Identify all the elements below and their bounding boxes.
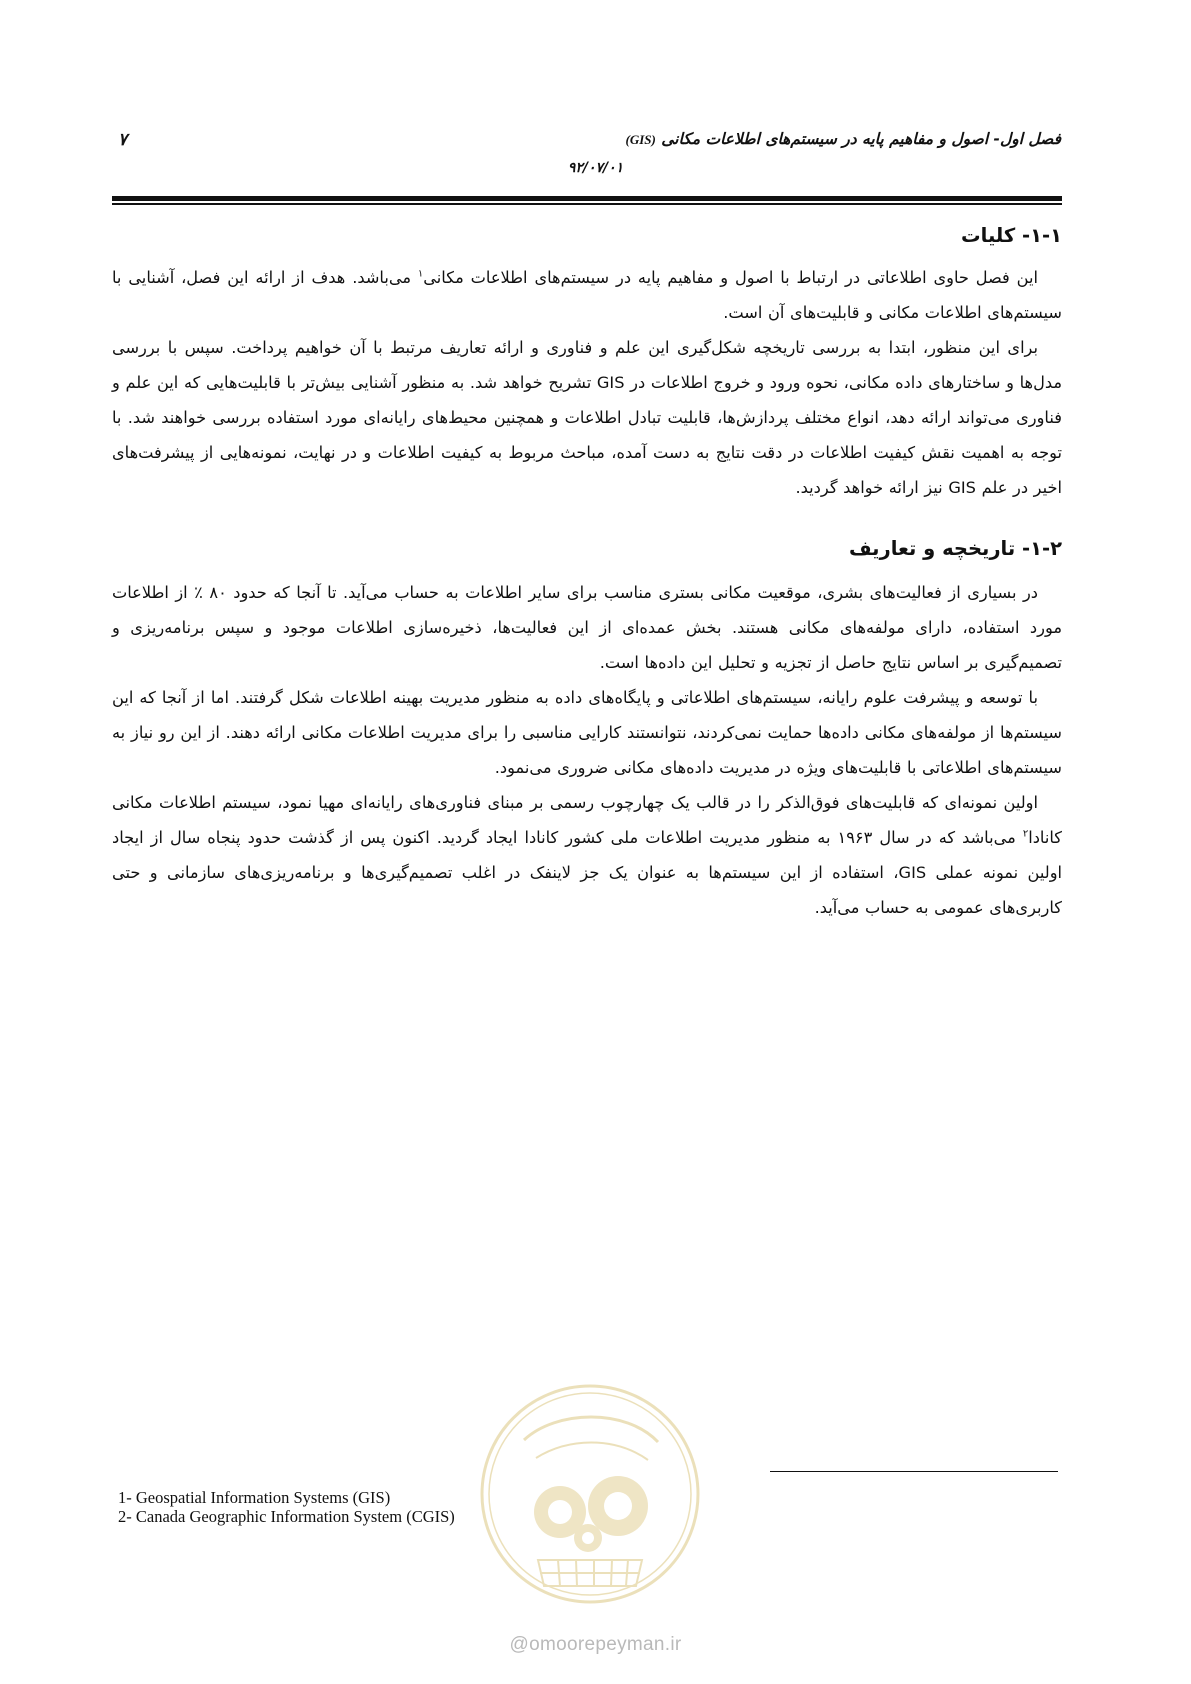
footnote-1: 1- Geospatial Information Systems (GIS): [118, 1488, 391, 1507]
footnote-marker: ۲: [1022, 828, 1029, 840]
header-rule-thick: [112, 196, 1062, 201]
paragraph: با توسعه و پیشرفت علوم رایانه، سیستم‌های اطلاعاتی و پایگاه‌های داده به منظور مدیریت بهینه اطلاعات شکل گرفتند. اما از آنجا که این سیستم‌ها از مولفه‌های مکانی داده‌ها حمایت نمی‌کردند، نتوانستند کارایی مناسبی را برای مدیریت اطلاعات مکانی ارائه دهند. از این رو نیاز به سیستم‌های اطلاعاتی با قابلیت‌های ویژه در مدیریت داده‌های مکانی ضروری می‌نمود.: [112, 688, 1062, 777]
paragraph: در بسیاری از فعالیت‌های بشری، موقعیت مکانی بستری مناسب برای سایر اطلاعات به حساب می‌آید. تا آنجا که حدود ۸۰ ٪ از اطلاعات مورد استفاده، دارای مولفه‌های مکانی هستند. بخش عمده‌ای از این فعالیت‌ها، ذخیره‌سازی اطلاعات موجود و سپس برنامه‌ریزی و تصمیم‌گیری بر اساس نتایج حاصل از تجزیه و تحلیل این داده‌ها است.: [112, 583, 1062, 672]
footnote-separator: [770, 1471, 1058, 1472]
section-heading-history: ۱-۲- تاریخچه و تعاریف: [848, 537, 1062, 560]
page-body: [112, 216, 1062, 925]
running-header-text: فصل اول- اصول و مفاهیم پایه در سیستم‌های اطلاعات مکانی: [661, 130, 1061, 148]
footnote-2: 2- Canada Geographic Information System (CGIS): [118, 1507, 455, 1526]
footnote-marker: ۱: [417, 268, 424, 280]
paragraph-text: می‌باشد که در سال ۱۹۶۳ به منظور مدیریت اطلاعات ملی کشور کانادا ایجاد گردید. اکنون پس از گذشت حدود پنجاه سال از ایجاد اولین نمونه عملی GIS، استفاده از این سیستم‌ها به عنوان یک جز لاینفک در اغلب تصمیم‌گیری‌ها و برنامه‌ریزی‌های سازمانی و حتی کاربری‌های عمومی به حساب می‌آید.: [112, 828, 1063, 917]
paragraph-text: می‌باشد. هدف از ارائه این فصل، آشنایی با سیستم‌های اطلاعات مکانی و قابلیت‌های آن است.: [112, 268, 1062, 322]
footnotes: [118, 1488, 455, 1526]
header-rule-thin: [112, 203, 1062, 205]
paragraph-text: این فصل حاوی اطلاعاتی در ارتباط با اصول و مفاهیم پایه در سیستم‌های اطلاعات مکانی: [423, 268, 1038, 287]
paragraph-text: اولین نمونه‌ای که قابلیت‌های فوق‌الذکر را در قالب یک چهارچوب رسمی بر مبنای فناوری‌های رایانه‌ای مهیا نمود، سیستم اطلاعات مکانی کانادا: [112, 793, 1063, 847]
paragraph: [112, 260, 1062, 330]
watermark-url: @omoorepeyman.ir: [509, 1634, 682, 1655]
header-date: ۹۲/۰۷/۰۱: [567, 160, 624, 176]
page-number: ۷: [118, 130, 128, 150]
paragraph: [112, 785, 1062, 925]
watermark-stamp-logo: [476, 1380, 704, 1608]
running-header-title: [625, 130, 1061, 148]
paragraph: برای این منظور، ابتدا به بررسی تاریخچه شکل‌گیری این علم و فناوری و ارائه تعاریف مرتبط با آن خواهیم پرداخت. سپس با بررسی مدل‌ها و ساختارهای داده مکانی، نحوه ورود و خروج اطلاعات در GIS تشریح خواهد شد. به منظور آشنایی بیش‌تر با قابلیت‌هایی که این علم و فناوری می‌تواند ارائه دهد، انواع مختلف پردازش‌ها، قابلیت تبادل اطلاعات و همچنین محیط‌های رایانه‌ای مورد استفاده بررسی خواهند شد. با توجه به اهمیت نقش کیفیت اطلاعات در دقت نتایج به دست آمده، مباحث مربوط به کیفیت اطلاعات و در نهایت، نمونه‌هایی از پیشرفت‌های اخیر در علم GIS نیز ارائه خواهد گردید.: [112, 338, 1063, 497]
section-heading-overview: ۱-۱- کلیات: [961, 224, 1062, 247]
running-header-abbr: (GIS): [625, 132, 656, 147]
